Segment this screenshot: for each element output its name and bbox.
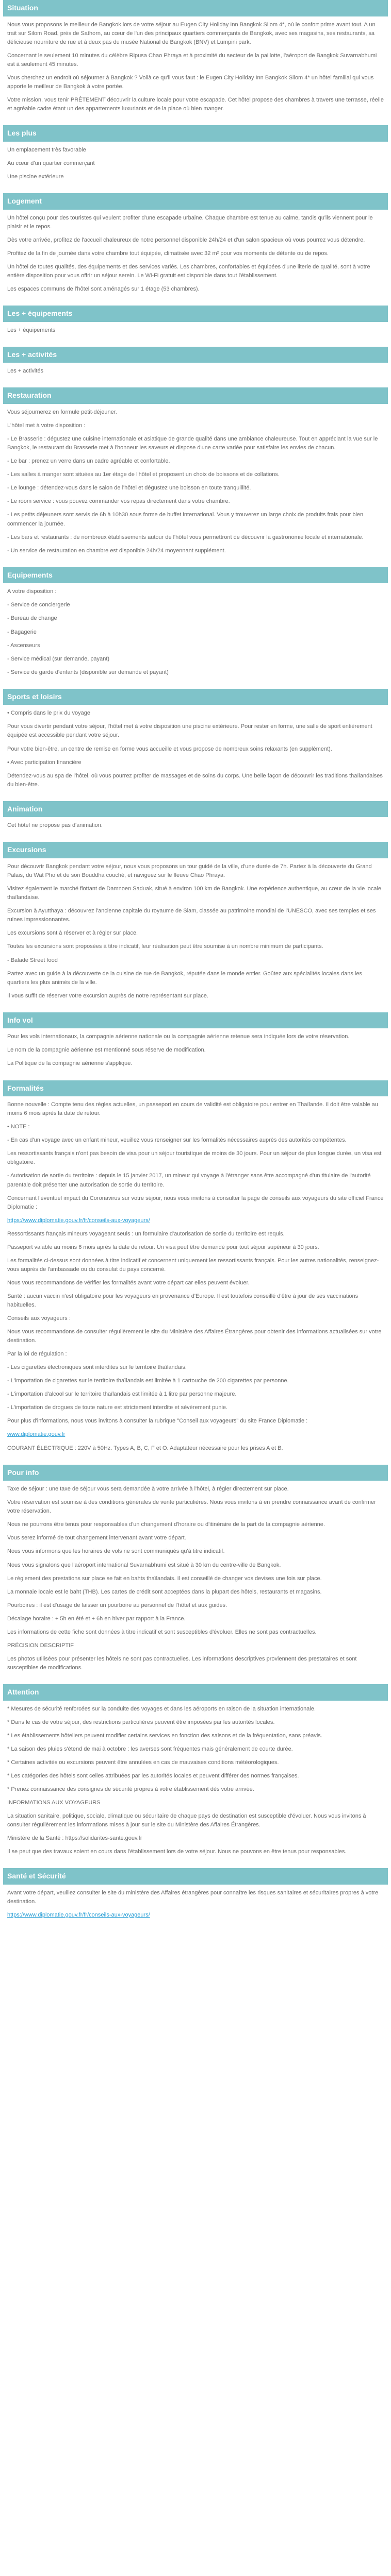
section-title: Restauration: [3, 387, 388, 404]
section-paragraph: Les + équipements: [7, 327, 56, 333]
section-paragraph: Votre mission, vous tenir PRÊTEMENT découvrir la culture locale pour votre escapade. Cet hôtel propose des chambres à travers une terrasse, réelle et agréable cadre étant un des appartements luxuriants et de la place où bien manger.: [7, 97, 384, 112]
section-paragraph: Un hôtel conçu pour des touristes qui veulent profiter d'une escapade urbaine. Chaque chambre est tenue au calme, tandis qu'ils viennent pour le plaisir et le repos.: [7, 214, 373, 230]
section-paragraph: Ressortissants français mineurs voyageant seuls : un formulaire d'autorisation de sortie du territoire est requis.: [7, 1230, 285, 1237]
section-paragraph: * Mesures de sécurité renforcées sur la conduite des voyages et dans les aéroports en raison de la situation internationale.: [7, 1705, 316, 1712]
section-paragraph: - Les petits déjeuners sont servis de 6h à 10h30 sous forme de buffet international. Vous y trouverez un large choix de produits frais pour bien commencer la journée.: [7, 512, 364, 527]
section-paragraph: Partez avec un guide à la découverte de la cuisine de rue de Bangkok, réputée dans le monde entier. Goûtez aux spécialités locales dans les quartiers les plus animés de la ville.: [7, 970, 362, 986]
section-paragraph: Le règlement des prestations sur place se fait en bahts thaïlandais. Il est conseillé de changer vos devises une fois sur place.: [7, 1575, 322, 1582]
section-paragraph: - Ascenseurs: [7, 642, 40, 649]
external-link[interactable]: https://www.diplomatie.gouv.fr/fr/conseils-aux-voyageurs/: [7, 1911, 150, 1918]
section-paragraph: Les excursions sont à réserver et à régler sur place.: [7, 930, 138, 937]
section-paragraph: * Dans le cas de votre séjour, des restrictions particulières peuvent être imposées par les autorités locales.: [7, 1719, 275, 1725]
section-paragraph: Taxe de séjour : une taxe de séjour vous sera demandée à votre arrivée à l'hôtel, à régler directement sur place.: [7, 1486, 289, 1493]
section-paragraph: PRÉCISION DESCRIPTIF: [7, 1642, 74, 1649]
section-paragraph: COURANT ÉLECTRIQUE : 220V à 50Hz. Types A, B, C, F et O. Adaptateur nécessaire pour les prises A et B.: [7, 1445, 283, 1451]
section-paragraph: La Politique de la compagnie aérienne s'applique.: [7, 1060, 133, 1067]
section-paragraph: Détendez-vous au spa de l'hôtel, où vous pourrez profiter de massages et de soins du corps. Une belle façon de découvrir les traditions thaïlandaises du bien-être.: [7, 772, 383, 788]
section-paragraph: Les formalités ci-dessus sont données à titre indicatif et concernent uniquement les ressortissants français. Pour les autres nationalités, renseignez-vous auprès de l'ambassade ou du consulat du pays concerné.: [7, 1257, 379, 1273]
section-title: Attention: [3, 1684, 388, 1701]
section-paragraph: Profitez de la fin de journée dans votre chambre tout équipée, climatisée avec 32 m² pour vos moments de détente ou de repos.: [7, 250, 329, 257]
section-paragraph: Passeport valable au moins 6 mois après la date de retour. Un visa peut être demandé pour tout séjour supérieur à 30 jours.: [7, 1244, 319, 1250]
section-paragraph: - L'importation d'alcool sur le territoire thaïlandais est limitée à 1 litre par personne majeure.: [7, 1391, 237, 1398]
section-paragraph: Vous cherchez un endroit où séjourner à Bangkok ? Voilà ce qu'il vous faut : le Eugen City Holiday Inn Bangkok Silom 4* un hôtel familial qui vous apporte le meilleur de Bangkok à votre portée.: [7, 74, 374, 90]
section-paragraph: Avant votre départ, veuillez consulter le site du ministère des Affaires étrangères pour connaître les risques sanitaires et sécuritaires propres à votre destination.: [7, 1889, 379, 1905]
section-paragraph: Nous vous recommandons de consulter régulièrement le site du Ministère des Affaires Étrangères pour obtenir des informations actualisées sur votre destination.: [7, 1329, 382, 1344]
section-paragraph: - Autorisation de sortie du territoire : depuis le 15 janvier 2017, un mineur qui voyage à l'étranger sans être accompagné d'un titulaire de l'autorité parentale doit présenter une autorisation de sortie du territoire.: [7, 1173, 371, 1188]
section-paragraph: Concernant le seulement 10 minutes du célèbre Ripusa Chao Phraya et à proximité du secteur de la paillotte, l'aéroport de Bangkok Suvarnabhumi est à seulement 45 minutes.: [7, 52, 377, 67]
section-title: Santé et Sécurité: [3, 1868, 388, 1885]
section-paragraph: Cet hôtel ne propose pas d'animation.: [7, 822, 103, 829]
section-paragraph: La situation sanitaire, politique, sociale, climatique ou sécuritaire de chaque pays de destination est susceptible d'évoluer. Nous vous invitons à consulter régulièrement les informations mises à jour sur le site du Ministère des Affaires Étrangères.: [7, 1813, 366, 1828]
section-title: Les + activités: [3, 347, 388, 363]
section-title: Pour info: [3, 1465, 388, 1481]
section-paragraph: Il se peut que des travaux soient en cours dans l'établissement lors de votre séjour. Nous ne pouvons en être tenus pour responsables.: [7, 1849, 347, 1855]
section-paragraph: - Les salles à manger sont situées au 1er étage de l'hôtel et proposent un choix de boissons et de collations.: [7, 471, 280, 478]
section-paragraph: Un emplacement très favorable: [7, 146, 86, 153]
section-paragraph: - Balade Street food: [7, 957, 58, 963]
section-paragraph: - Le lounge : détendez-vous dans le salon de l'hôtel et dégustez une boisson en toute tranquillité.: [7, 485, 251, 492]
section-paragraph: - Le bar : prenez un verre dans un cadre agréable et confortable.: [7, 458, 170, 465]
section-paragraph: Vous séjournerez en formule petit-déjeuner.: [7, 409, 117, 416]
section-paragraph: Pour les vols internationaux, la compagnie aérienne nationale ou la compagnie aérienne retenue sera indiquée lors de votre réservation.: [7, 1033, 350, 1040]
section-paragraph: - Un service de restauration en chambre est disponible 24h/24 moyennant supplément.: [7, 547, 226, 554]
section-paragraph: Par la loi de régulation :: [7, 1351, 67, 1358]
section-paragraph: - Service de garde d'enfants (disponible sur demande et payant): [7, 669, 169, 675]
section-paragraph: • Avec participation financière: [7, 759, 82, 766]
section-paragraph: Nous ne pourrons être tenus pour responsables d'un changement d'horaire ou d'itinéraire de la part de la compagnie aérienne.: [7, 1521, 325, 1528]
section-paragraph: Pour plus d'informations, nous vous invitons à consulter la rubrique "Conseil aux voyageurs" du site France Diplomatie :: [7, 1418, 308, 1425]
section-title: Situation: [3, 0, 388, 16]
section-paragraph: Bonne nouvelle : Compte tenu des règles actuelles, un passeport en cours de validité est obligatoire pour entrer en Thaïlande. Il doit être valable au moins 6 mois après la date de retour.: [7, 1101, 378, 1117]
section-title: Les plus: [3, 125, 388, 142]
section-title: Equipements: [3, 567, 388, 584]
external-link[interactable]: www.diplomatie.gouv.fr: [7, 1431, 66, 1438]
section-paragraph: - Les cigarettes électroniques sont interdites sur le territoire thaïlandais.: [7, 1364, 187, 1371]
section-paragraph: INFORMATIONS AUX VOYAGEURS: [7, 1799, 101, 1806]
section-paragraph: Les photos utilisées pour présenter les hôtels ne sont pas contractuelles. Les informations descriptives proviennent des prestataires et sont susceptibles de modifications.: [7, 1655, 357, 1671]
section-paragraph: * Prenez connaissance des consignes de sécurité propres à votre établissement dès votre arrivée.: [7, 1786, 254, 1792]
external-link[interactable]: https://www.diplomatie.gouv.fr/fr/conseils-aux-voyageurs/: [7, 1217, 150, 1224]
section-paragraph: Visitez également le marché flottant de Damnoen Saduak, situé à environ 100 km de Bangkok. Une expérience authentique, au cœur de la vie locale thaïlandaise.: [7, 886, 382, 901]
section-paragraph: Santé : aucun vaccin n'est obligatoire pour les voyageurs en provenance d'Europe. Il est toutefois conseillé d'être à jour de ses vaccinations habituelles.: [7, 1293, 359, 1308]
section-paragraph: Toutes les excursions sont proposées à titre indicatif, leur réalisation peut être soumise à un nombre minimum de participants.: [7, 943, 323, 950]
section-paragraph: - En cas d'un voyage avec un enfant mineur, veuillez vous renseigner sur les formalités nécessaires auprès des autorités compétentes.: [7, 1137, 347, 1144]
section-title: Logement: [3, 193, 388, 210]
section-paragraph: Ministère de la Santé : https://solidarites-sante.gouv.fr: [7, 1835, 142, 1842]
section-paragraph: Nous vous informons que les horaires de vols ne sont communiqués qu'à titre indicatif.: [7, 1548, 225, 1555]
section-paragraph: • NOTE :: [7, 1124, 30, 1130]
section-paragraph: Pourboires : il est d'usage de laisser un pourboire au personnel de l'hôtel et aux guides.: [7, 1602, 227, 1608]
section-paragraph: - Les bars et restaurants : de nombreux établissements autour de l'hôtel vous permettront de découvrir la gastronomie locale et internationale.: [7, 534, 364, 540]
section-paragraph: * Les catégories des hôtels sont celles attribuées par les autorités locales et peuvent différer des normes françaises.: [7, 1772, 299, 1779]
section-paragraph: Vous serez informé de tout changement intervenant avant votre départ.: [7, 1535, 186, 1541]
section-paragraph: Nous vous recommandons de vérifier les formalités avant votre départ car elles peuvent évoluer.: [7, 1279, 250, 1286]
section-paragraph: Conseils aux voyageurs :: [7, 1315, 71, 1322]
section-paragraph: - L'importation de drogues de toute nature est strictement interdite et sévèrement punie.: [7, 1404, 228, 1411]
section-paragraph: L'hôtel met à votre disposition :: [7, 422, 86, 429]
section-paragraph: - Bureau de change: [7, 615, 57, 622]
section-paragraph: Au cœur d'un quartier commerçant: [7, 160, 95, 166]
section-paragraph: - Le room service : vous pouvez commander vos repas directement dans votre chambre.: [7, 498, 230, 505]
section-paragraph: Il vous suffit de réserver votre excursion auprès de notre représentant sur place.: [7, 992, 208, 999]
section-title: Animation: [3, 801, 388, 818]
section-paragraph: Pour vous divertir pendant votre séjour, l'hôtel met à votre disposition une piscine extérieure. Pour rester en forme, une salle de sport entièrement équipée est accessible pendant votre séjour.: [7, 723, 372, 739]
section-title: Excursions: [3, 842, 388, 858]
section-paragraph: - Bagagerie: [7, 629, 37, 635]
section-paragraph: Nous vous signalons que l'aéroport international Suvarnabhumi est situé à 30 km du centre-ville de Bangkok.: [7, 1562, 281, 1568]
section-paragraph: Pour découvrir Bangkok pendant votre séjour, nous vous proposons un tour guidé de la ville, d'une durée de 7h. Partez à la découverte du Grand Palais, du Wat Pho et de son Bouddha couché, et naviguez sur le fleuve Chao Phraya.: [7, 863, 372, 879]
section-paragraph: Une piscine extérieure: [7, 173, 64, 180]
section-paragraph: Décalage horaire : + 5h en été et + 6h en hiver par rapport à la France.: [7, 1615, 186, 1622]
section-title: Info vol: [3, 1012, 388, 1029]
section-paragraph: * La saison des pluies s'étend de mai à octobre : les averses sont fréquentes mais généralement de courte durée.: [7, 1745, 293, 1752]
section-paragraph: Votre réservation est soumise à des conditions générales de vente particulières. Nous vous invitons à en prendre connaissance avant de confirmer votre réservation.: [7, 1499, 376, 1515]
section-paragraph: Nous vous proposons le meilleur de Bangkok lors de votre séjour au Eugen City Holiday Inn Bangkok Silom 4*, où le confort prime avant tout. A un trait sur Silom Road, près de Sathorn, au cœur de l'un des principaux quartiers commerçants de Bangkok, avec ses magasins, ses restaurants, sa délicieuse nourriture de rue et à deux pas du musée National de Bangkok (BNV) et Lumpini park.: [7, 21, 376, 45]
hotel-description-document: [3, 0, 388, 1929]
section-paragraph: * Les établissements hôteliers peuvent modifier certains services en fonction des saisons et de la fréquentation, sans préavis.: [7, 1732, 322, 1739]
section-paragraph: - Service de conciergerie: [7, 602, 70, 608]
section-paragraph: - Service médical (sur demande, payant): [7, 655, 110, 662]
section-paragraph: * Certaines activités ou excursions peuvent être annulées en cas de mauvaises conditions météorologiques.: [7, 1759, 279, 1766]
section-paragraph: La monnaie locale est le baht (THB). Les cartes de crédit sont acceptées dans la plupart des hôtels, restaurants et magasins.: [7, 1588, 322, 1595]
section-paragraph: Concernant l'éventuel impact du Coronavirus sur votre séjour, nous vous invitons à consulter la page de conseils aux voyageurs du site officiel France Diplomatie :: [7, 1195, 384, 1210]
section-paragraph: Excursion à Ayutthaya : découvrez l'ancienne capitale du royaume de Siam, classée au patrimoine mondial de l'UNESCO, avec ses temples et ses ruines impressionnantes.: [7, 908, 376, 923]
section-paragraph: Le nom de la compagnie aérienne est mentionné sous réserve de modification.: [7, 1047, 206, 1054]
section-paragraph: Les ressortissants français n'ont pas besoin de visa pour un séjour touristique de moins de 30 jours. Pour un séjour de plus longue durée, un visa est obligatoire.: [7, 1150, 382, 1166]
section-paragraph: - Le Brasserie : dégustez une cuisine internationale et asiatique de grande qualité dans une ambiance chaleureuse. Tout en appréciant la vue sur le Bangkok, le restaurant du Brasserie met à l'honneur les saveurs et dispose d'une carte variée pour satisfaire les envies de chacun.: [7, 436, 378, 451]
section-paragraph: Pour votre bien-être, un centre de remise en forme vous accueille et vous propose de nombreux soins relaxants (en supplément).: [7, 745, 332, 752]
section-paragraph: • Compris dans le prix du voyage: [7, 710, 90, 717]
section-title: Les + équipements: [3, 306, 388, 322]
section-paragraph: Les espaces communs de l'hôtel sont aménagés sur 1 étage (53 chambres).: [7, 285, 200, 292]
section-paragraph: Un hôtel de toutes qualités, des équipements et des services variés. Les chambres, confortables et équipées d'une literie de qualité, sont à votre entière disposition pour vous offrir un séjour serein. Le Wi-Fi gratuit est disponible dans tout l'établissement.: [7, 263, 370, 279]
section-paragraph: A votre disposition :: [7, 588, 57, 595]
section-paragraph: - L'importation de cigarettes sur le territoire thaïlandais est limitée à 1 cartouche de 200 cigarettes par personne.: [7, 1378, 289, 1384]
section-paragraph: Les informations de cette fiche sont données à titre indicatif et sont susceptibles d'évoluer. Elles ne sont pas contractuelles.: [7, 1629, 317, 1635]
section-title: Formalités: [3, 1080, 388, 1097]
section-title: Sports et loisirs: [3, 689, 388, 705]
section-paragraph: Les + activités: [7, 368, 44, 375]
section-paragraph: Dès votre arrivée, profitez de l'accueil chaleureux de notre personnel disponible 24h/24 et d'un salon spacieux où vous pourrez vous détendre.: [7, 236, 365, 243]
